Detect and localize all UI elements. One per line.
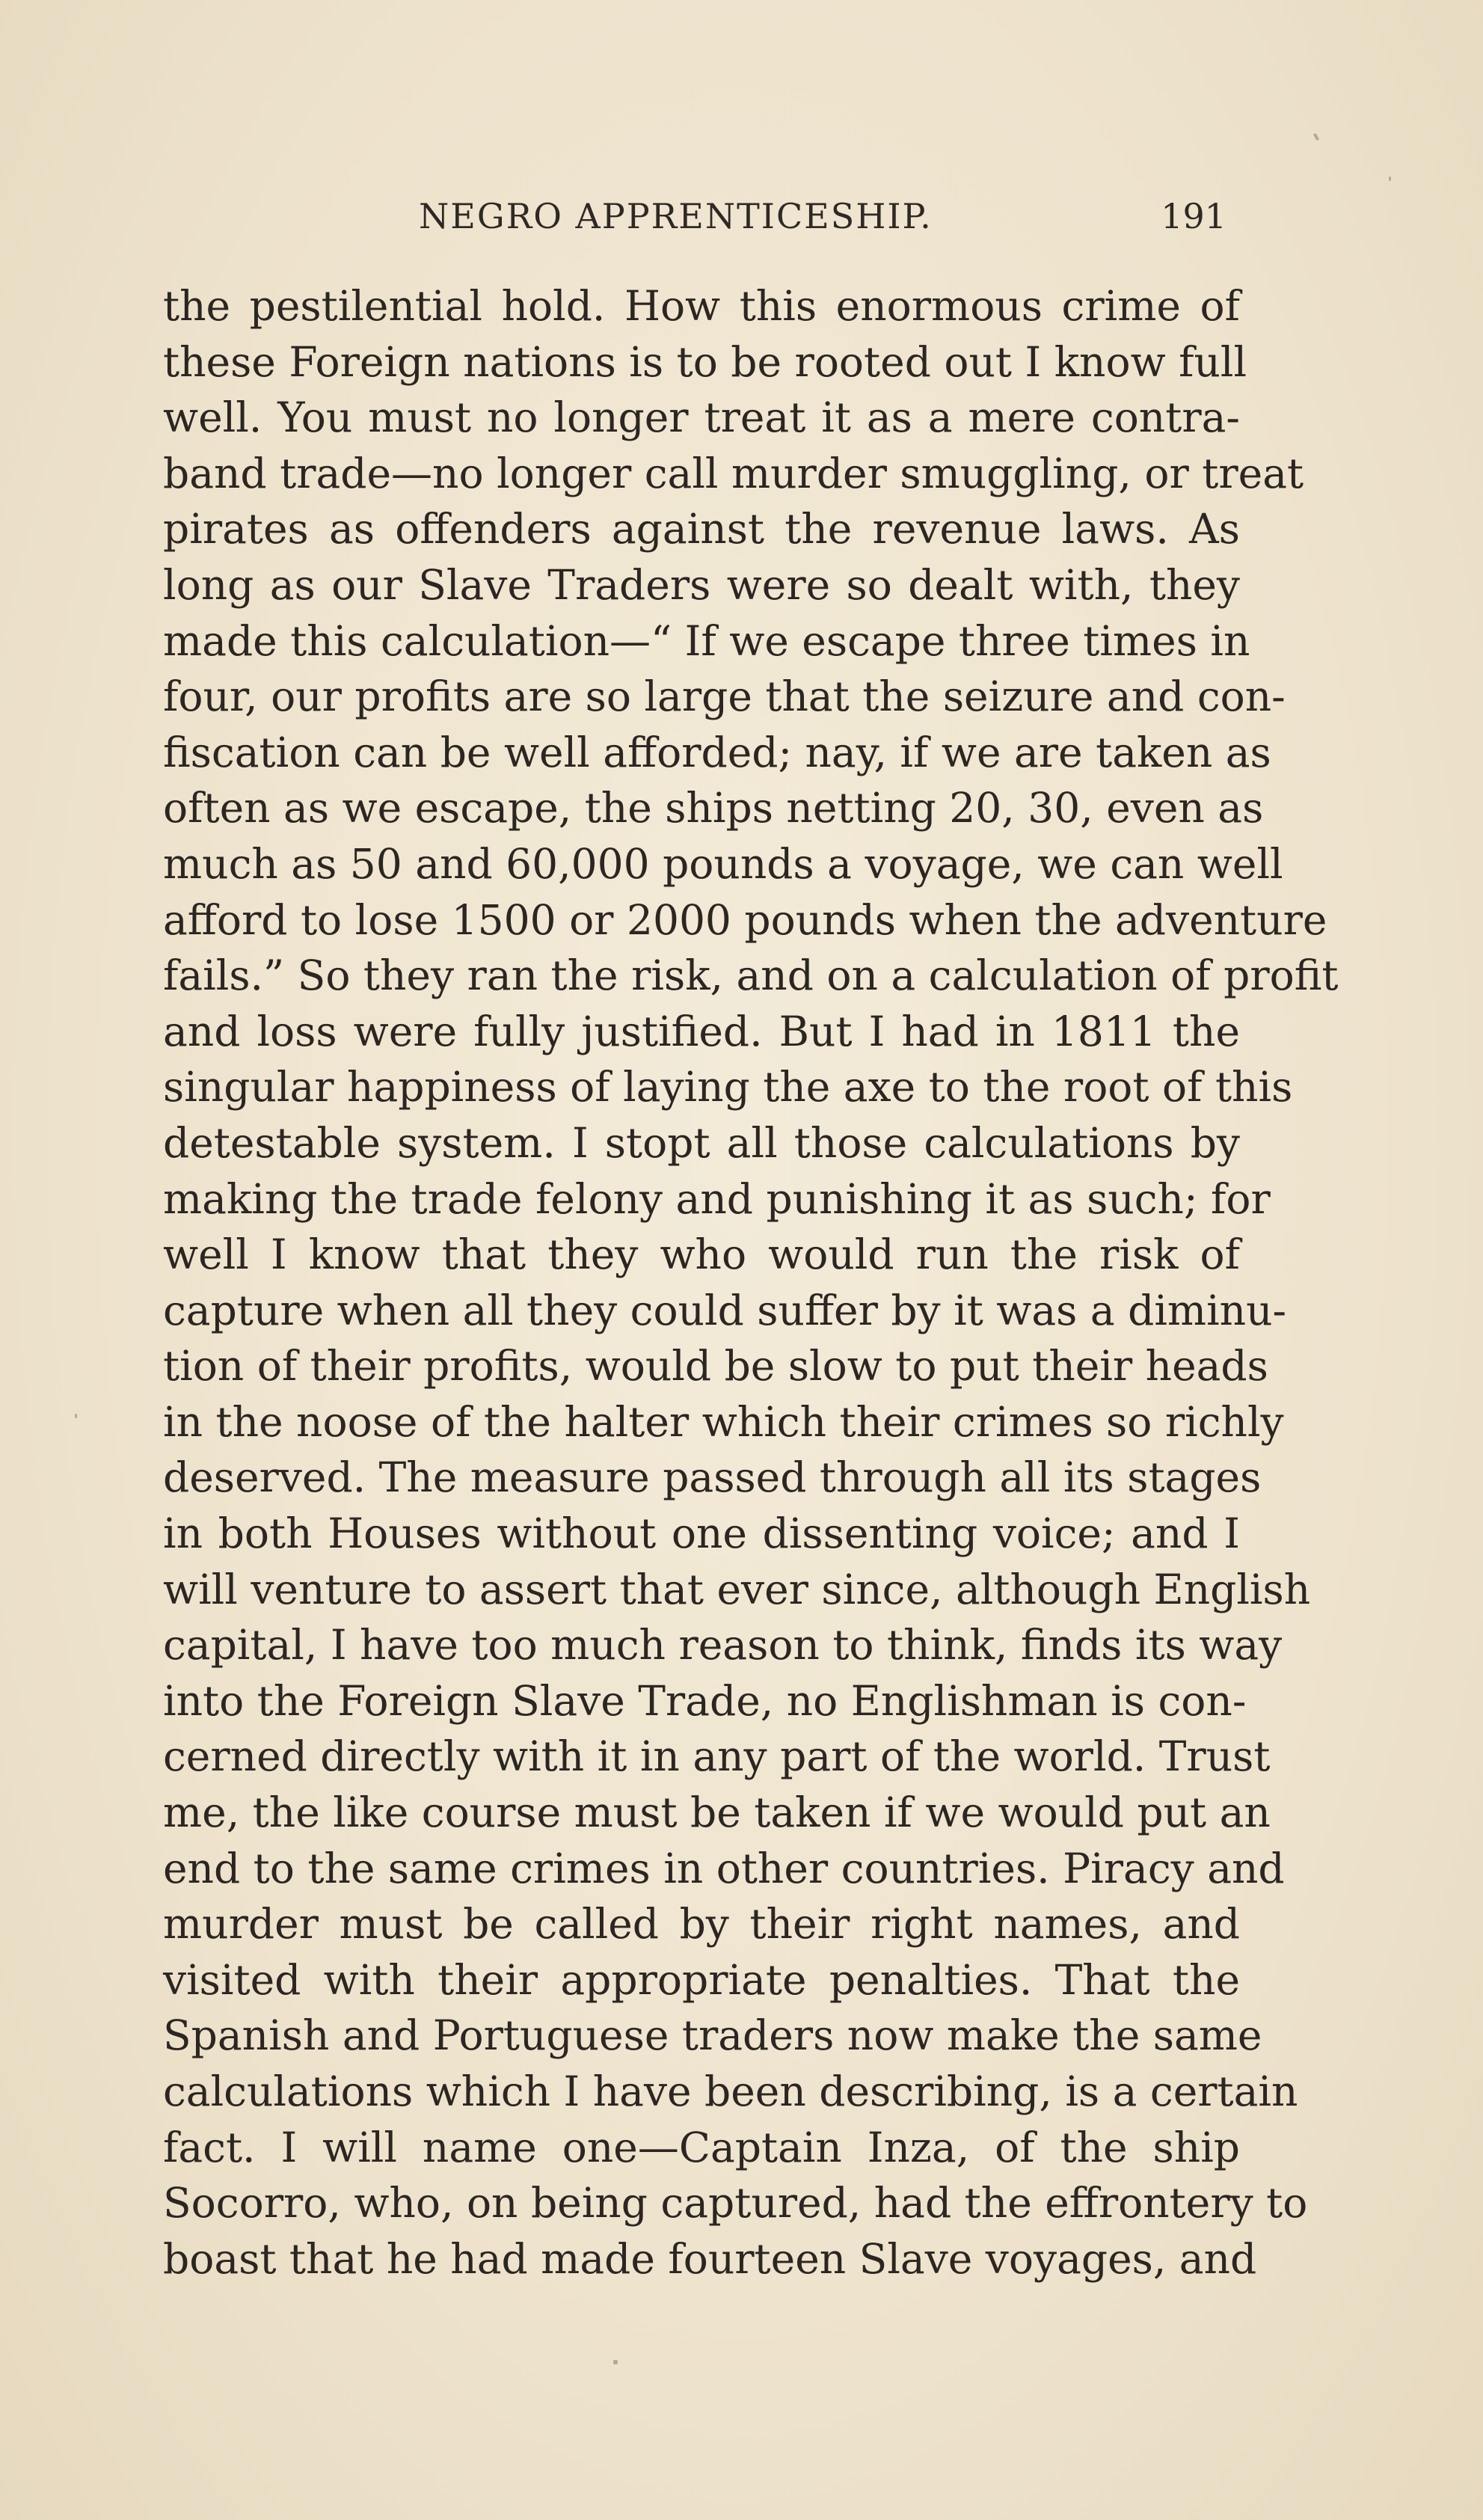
text-line: singular happiness of laying the axe to the root of this bbox=[163, 1063, 1293, 1112]
text-line: Socorro, who, on being captured, had the effrontery to bbox=[163, 2179, 1308, 2228]
text-line: will venture to assert that ever since, although English bbox=[163, 1565, 1311, 1613]
paper-speck bbox=[613, 2360, 618, 2364]
text-line: end to the same crimes in other countries. Piracy and bbox=[163, 1844, 1285, 1892]
text-line: well. You must no longer treat it as a mere contra- bbox=[163, 393, 1240, 442]
text-line: cerned directly with it in any part of the world. Trust bbox=[163, 1732, 1271, 1781]
text-line: in the noose of the halter which their crimes so richly bbox=[163, 1397, 1284, 1446]
text-line: boast that he had made fourteen Slave voyages, and bbox=[163, 2234, 1257, 2283]
text-line: the pestilential hold. How this enormous crime of bbox=[163, 282, 1240, 330]
page-header bbox=[419, 196, 1226, 241]
text-line: Spanish and Portuguese traders now make the same bbox=[163, 2011, 1262, 2060]
text-line: often as we escape, the ships netting 20, 30, even as bbox=[163, 784, 1264, 833]
text-line: murder must be called by their right names, and bbox=[163, 1900, 1240, 1949]
running-title: NEGRO APPRENTICESHIP. bbox=[419, 196, 933, 236]
page-number: 191 bbox=[1161, 196, 1226, 236]
text-line: fact. I will name one—Captain Inza, of the ship bbox=[163, 2123, 1240, 2171]
text-line: capital, I have too much reason to think, finds its way bbox=[163, 1621, 1283, 1670]
text-line: in both Houses without one dissenting voice; and I bbox=[163, 1509, 1240, 1558]
text-line: making the trade felony and punishing it as such; for bbox=[163, 1174, 1271, 1223]
text-line: fails.” So they ran the risk, and on a calculation of profit bbox=[163, 951, 1339, 1000]
paper-speck bbox=[1389, 177, 1391, 181]
body-text bbox=[163, 278, 1339, 2287]
paper-speck bbox=[75, 1414, 77, 1418]
text-line: deserved. The measure passed through all its stages bbox=[163, 1453, 1262, 1502]
text-line: made this calculation—“ If we escape three times in bbox=[163, 616, 1250, 665]
text-line: tion of their profits, would be slow to put their heads bbox=[163, 1342, 1268, 1391]
text-line: well I know that they who would run the risk of bbox=[163, 1230, 1240, 1279]
text-line: detestable system. I stopt all those calculations by bbox=[163, 1118, 1240, 1167]
text-line: pirates as offenders against the revenue laws. As bbox=[163, 505, 1240, 554]
text-line: calculations which I have been describing, is a certain bbox=[163, 2067, 1298, 2115]
text-line: fiscation can be well afforded; nay, if we are taken as bbox=[163, 728, 1271, 776]
text-line: long as our Slave Traders were so dealt with, they bbox=[163, 560, 1240, 609]
text-line: into the Foreign Slave Trade, no Englishman is con- bbox=[163, 1676, 1247, 1725]
text-line: afford to lose 1500 or 2000 pounds when the adventure bbox=[163, 895, 1327, 944]
text-line: visited with their appropriate penalties. That the bbox=[163, 1955, 1240, 2004]
paper-speck bbox=[1313, 133, 1319, 141]
text-line: capture when all they could suffer by it was a diminu- bbox=[163, 1286, 1287, 1334]
text-line: band trade—no longer call murder smuggling, or treat bbox=[163, 449, 1304, 497]
text-line: four, our profits are so large that the seizure and con- bbox=[163, 672, 1286, 721]
text-line: me, the like course must be taken if we would put an bbox=[163, 1788, 1271, 1837]
text-line: and loss were fully justified. But I had in 1811 the bbox=[163, 1007, 1240, 1055]
text-line: these Foreign nations is to be rooted out I know full bbox=[163, 337, 1247, 386]
text-line: much as 50 and 60,000 pounds a voyage, we can well bbox=[163, 839, 1283, 888]
